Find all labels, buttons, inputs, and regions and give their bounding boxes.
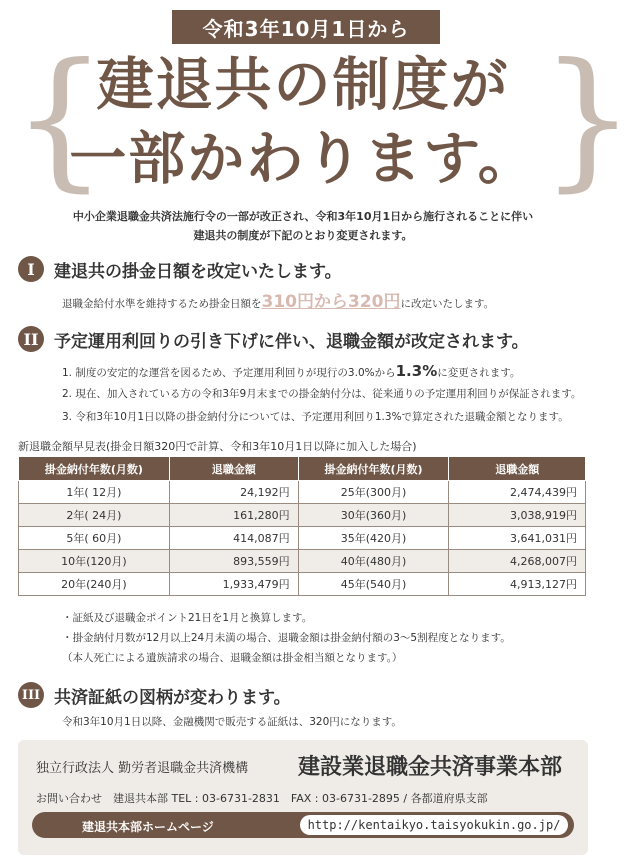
cell-years: 40年(480月) <box>298 550 449 573</box>
section-2-title: 予定運用利回りの引き下げに伴い、退職金額が改定されます。 <box>54 331 529 352</box>
section-2-item-1 <box>62 362 520 380</box>
table-caption: 新退職金額早見表(掛金日額320円で計算、令和3年10月1日以降に加入した場合) <box>18 440 417 453</box>
left-brace-decoration: { <box>12 32 108 206</box>
cell-amount: 1,933,479円 <box>169 573 298 596</box>
cell-years: 10年(120月) <box>19 550 170 573</box>
cell-amount: 3,641,031円 <box>449 527 586 550</box>
cell-years: 45年(540月) <box>298 573 449 596</box>
table-row <box>19 527 586 550</box>
table-header-row <box>19 457 586 481</box>
footer-org-parent: 独立行政法人 勤労者退職金共済機構 <box>36 761 249 776</box>
headline-line-1: 建退共の制度が <box>96 52 510 118</box>
cell-years: 25年(300月) <box>298 481 449 504</box>
section-2-item-1-before: 1. 制度の安定的な運営を図るため、予定運用利回りが現行の3.0%から <box>62 367 396 379</box>
intro-line-2: 建退共の制度が下記のとおり変更されます。 <box>193 229 413 242</box>
table-notes <box>62 608 511 668</box>
numeral-2-icon: II <box>18 326 44 352</box>
headline-line-2: 一部かわります。 <box>69 126 537 192</box>
note-1: ・証紙及び退職金ポイント21日を1月と換算します。 <box>62 612 313 624</box>
cell-amount: 3,038,919円 <box>449 504 586 527</box>
cell-amount: 161,280円 <box>169 504 298 527</box>
section-1-text <box>62 287 494 312</box>
section-2-item-3: 3. 令和3年10月1日以降の掛金納付分については、予定運用利回り1.3%で算定された退職金額となります。 <box>62 411 569 423</box>
cell-years: 1年( 12月) <box>19 481 170 504</box>
section-1-title: 建退共の掛金日額を改定いたします。 <box>54 261 342 282</box>
note-2: ・掛金納付月数が12月以上24月未満の場合、退職金額は掛金納付額の3～5割程度となります。 <box>62 632 511 644</box>
footer-panel <box>18 740 588 855</box>
section-1-heading <box>18 256 342 282</box>
retirement-amount-table <box>18 456 586 596</box>
cell-years: 35年(420月) <box>298 527 449 550</box>
cell-amount: 893,559円 <box>169 550 298 573</box>
section-3-heading <box>18 682 291 708</box>
new-rate-highlight: 1.3% <box>395 362 438 380</box>
table-row <box>19 550 586 573</box>
col-header-years-1: 掛金納付年数(月数) <box>19 457 170 481</box>
cell-amount: 4,268,007円 <box>449 550 586 573</box>
right-brace-decoration: } <box>540 32 635 206</box>
cell-amount: 4,913,127円 <box>449 573 586 596</box>
cell-years: 5年( 60月) <box>19 527 170 550</box>
numeral-3-icon: III <box>18 682 44 708</box>
col-header-years-2: 掛金納付年数(月数) <box>298 457 449 481</box>
premium-change-highlight: 310円から320円 <box>261 292 401 312</box>
cell-years: 20年(240月) <box>19 573 170 596</box>
homepage-bar <box>32 812 574 838</box>
intro-text <box>20 207 586 245</box>
cell-years: 2年( 24月) <box>19 504 170 527</box>
section-3-text: 令和3年10月1日以降、金融機関で販売する証紙は、320円になります。 <box>62 716 402 728</box>
section-3-title: 共済証紙の図柄が変わります。 <box>54 687 291 708</box>
numeral-1-icon: I <box>18 256 44 282</box>
intro-line-1: 中小企業退職金共済法施行令の一部が改正され、令和3年10月1日から施行されることに伴い <box>72 210 534 223</box>
homepage-url-link[interactable]: http://kentaikyo.taisyokukin.go.jp/ <box>300 815 568 835</box>
cell-years: 30年(360月) <box>298 504 449 527</box>
table-row <box>19 481 586 504</box>
cell-amount: 24,192円 <box>169 481 298 504</box>
footer-org-name: 建設業退職金共済事業本部 <box>298 754 563 780</box>
table-row <box>19 504 586 527</box>
cell-amount: 2,474,439円 <box>449 481 586 504</box>
homepage-label: 建退共本部ホームページ <box>82 820 214 834</box>
col-header-amount-1: 退職金額 <box>169 457 298 481</box>
footer-contact-info: お問い合わせ 建退共本部 TEL : 03-6731-2831 FAX : 03-6731-2895 / 各都道府県支部 <box>36 792 488 805</box>
note-3: （本人死亡による遺族請求の場合、退職金額は掛金相当額となります。） <box>62 652 403 664</box>
date-banner: 令和3年10月1日から <box>172 10 440 44</box>
section-2-item-2: 2. 現在、加入されている方の令和3年9月末までの掛金納付分は、従来通りの予定運用利回りが保証されます。 <box>62 388 582 400</box>
section-2-heading <box>18 326 529 352</box>
section-2-item-1-after: に変更されます。 <box>437 367 521 379</box>
cell-amount: 414,087円 <box>169 527 298 550</box>
table-row <box>19 573 586 596</box>
section-1-text-after: に改定いたします。 <box>400 298 495 310</box>
col-header-amount-2: 退職金額 <box>449 457 586 481</box>
section-1-text-before: 退職金給付水準を維持するため掛金日額を <box>62 298 262 310</box>
